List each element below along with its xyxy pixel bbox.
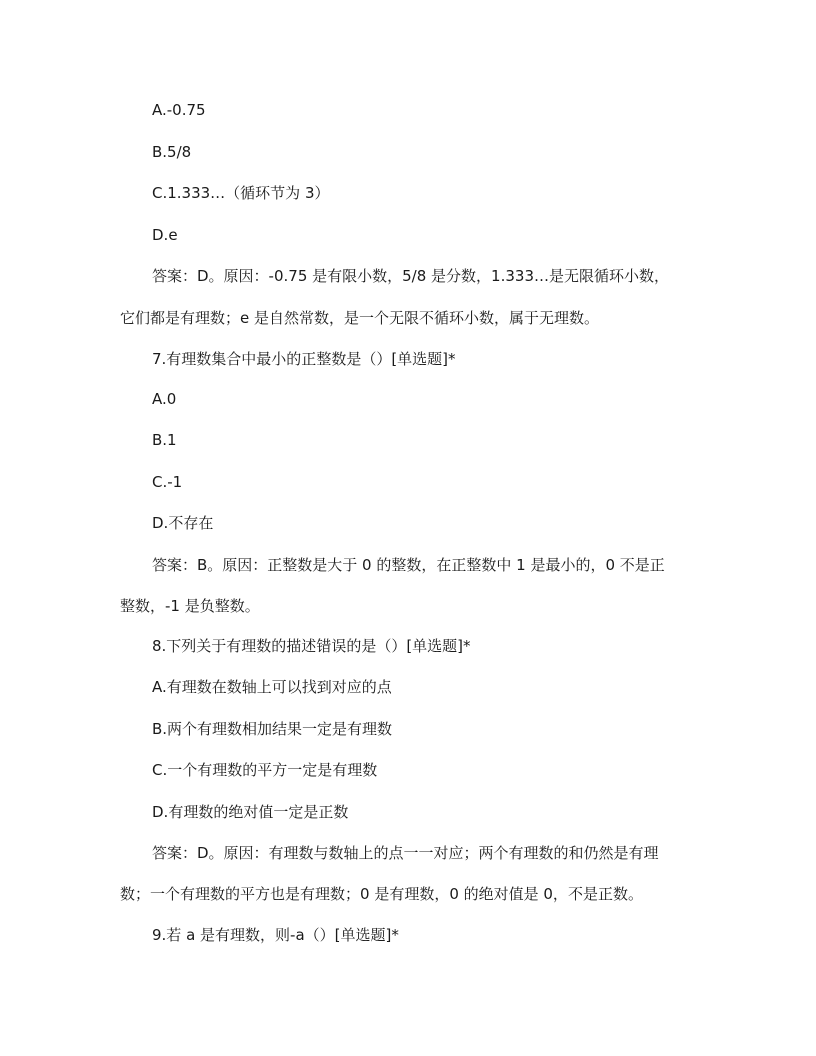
- option-c-q8: C.一个有理数的平方一定是有理数: [152, 761, 378, 779]
- question-9: 9.若 a 是有理数，则-a（）[单选题]*: [152, 926, 399, 944]
- option-d-q7: D.不存在: [152, 514, 214, 532]
- option-c-q6: C.1.333…（循环节为 3）: [152, 184, 330, 202]
- question-8: 8.下列关于有理数的描述错误的是（）[单选题]*: [152, 637, 471, 655]
- option-d-q6: D.e: [152, 226, 178, 244]
- answer-q8-line2: 数；一个有理数的平方也是有理数；0 是有理数，0 的绝对值是 0，不是正数。: [120, 885, 643, 903]
- option-b-q8: B.两个有理数相加结果一定是有理数: [152, 720, 393, 738]
- option-a-q8: A.有理数在数轴上可以找到对应的点: [152, 678, 392, 696]
- question-7: 7.有理数集合中最小的正整数是（）[单选题]*: [152, 350, 456, 368]
- option-b-q7: B.1: [152, 431, 177, 449]
- answer-q7-line1: 答案：B。原因：正整数是大于 0 的整数，在正整数中 1 是最小的，0 不是正: [152, 556, 665, 574]
- option-c-q7: C.-1: [152, 473, 183, 491]
- answer-q8-line1: 答案：D。原因：有理数与数轴上的点一一对应；两个有理数的和仍然是有理: [152, 844, 659, 862]
- answer-q6-line1: 答案：D。原因：-0.75 是有限小数，5/8 是分数，1.333…是无限循环小数，: [152, 267, 669, 285]
- answer-q7-line2: 整数，-1 是负整数。: [120, 597, 260, 615]
- option-d-q8: D.有理数的绝对值一定是正数: [152, 803, 349, 821]
- option-a-q7: A.0: [152, 390, 177, 408]
- answer-q6-line2: 它们都是有理数；e 是自然常数，是一个无限不循环小数，属于无理数。: [120, 309, 599, 327]
- option-a-q6: A.-0.75: [152, 101, 206, 119]
- option-b-q6: B.5/8: [152, 143, 192, 161]
